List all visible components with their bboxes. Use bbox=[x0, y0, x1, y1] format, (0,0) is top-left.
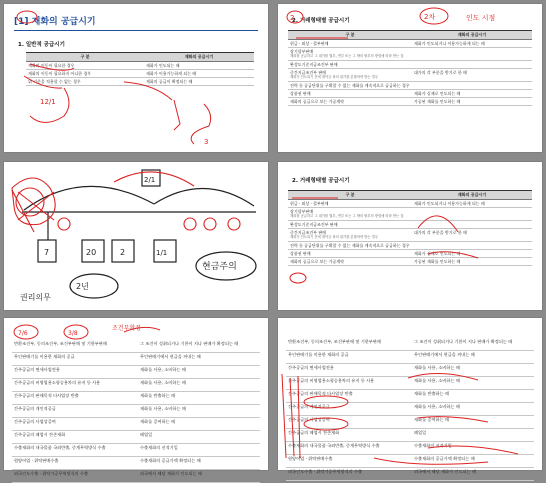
row-value: 재화를 반출하는 때 bbox=[138, 392, 260, 405]
table-row bbox=[12, 366, 260, 379]
table-row: 상품권 판매 재화가 실제로 인도되는 때 bbox=[288, 90, 532, 98]
row-label: 반환조건부, 동의조건부, 조건부판매 및 기한부판매 bbox=[12, 340, 138, 353]
row-label: 간주공급의 사업상증여 bbox=[286, 416, 412, 429]
table-row: 전력 등 공급단위를 구획할 수 없는 재화를 계속적으로 공급하는 경우 bbox=[288, 242, 532, 250]
row-value: 재화를 사용, 소비하는 때 bbox=[412, 403, 534, 416]
svg-text:2년: 2년 bbox=[76, 282, 89, 291]
svg-text:2차: 2차 bbox=[424, 13, 436, 21]
row-value: 그 조건이 성취되거나 기한이 지나 판매가 확정되는 때 bbox=[138, 340, 260, 353]
row-label: 원양어업 · 위탁판매수출 bbox=[286, 455, 412, 468]
column-header: 재화의 공급시기 bbox=[412, 31, 532, 40]
title-rule bbox=[14, 30, 258, 31]
svg-text:2: 2 bbox=[290, 14, 295, 22]
table-row bbox=[12, 431, 260, 444]
column-header: 재화의 공급시기 bbox=[144, 53, 254, 62]
row-value: 수출재화의 공급가액 확정되는 때 bbox=[138, 457, 260, 470]
row-value: 무인판매기에서 현금을 꺼내는 때 bbox=[412, 351, 534, 364]
row-label: 간주공급의 폐업시 잔존재화 bbox=[12, 431, 138, 444]
table-row bbox=[286, 442, 534, 455]
row-label: 외국인도수출 · 위탁가공무역방식의 수출 bbox=[12, 470, 138, 483]
table-row: 현금 · 외상 · 할부판매 재화가 인도되거나 이용가능하게 되는 때 bbox=[288, 200, 532, 208]
row-value: 수출재화의 선적기일 bbox=[412, 442, 534, 455]
table-row bbox=[12, 379, 260, 392]
table-row: 중간지급조건부 판매 재화가 인도되기 전에 계약금 외의 대가를 분할하여 받는 경우 대가의 각 부분을 받기로 한 때 bbox=[288, 229, 532, 242]
row-value: 외국에서 해당 재화가 인도되는 때 bbox=[138, 470, 260, 483]
timeline-sketch bbox=[4, 162, 268, 310]
row-value: 재화를 증여하는 때 bbox=[412, 416, 534, 429]
table-row: 재화의 공급으로 보는 가공계약 가공된 재화를 인도하는 때 bbox=[288, 98, 532, 106]
row-label: 간주공급의 면세사업전용 bbox=[286, 364, 412, 377]
table-row bbox=[286, 416, 534, 429]
table-row: 현금 · 외상 · 할부판매 재화가 인도되거나 이용가능하게 되는 때 bbox=[288, 40, 532, 48]
table-row bbox=[12, 470, 260, 483]
svg-text:조건부확정: 조건부확정 bbox=[112, 325, 141, 332]
note-text: 3 bbox=[204, 138, 209, 146]
row-value: 그 조건이 성취되거나 기한이 지나 판매가 확정되는 때 bbox=[412, 338, 534, 351]
transaction-type-table bbox=[288, 30, 532, 106]
table-row bbox=[286, 338, 534, 351]
svg-text:7: 7 bbox=[44, 248, 50, 257]
table-row bbox=[12, 392, 260, 405]
slide-page-4[interactable] bbox=[278, 162, 542, 310]
row-label: 간주공급의 개인적공급 bbox=[286, 403, 412, 416]
column-header: 구 분 bbox=[288, 31, 412, 40]
table-row bbox=[12, 353, 260, 366]
table-row: 재화의 공급으로 보는 가공계약 가공된 재화를 인도하는 때 bbox=[288, 258, 532, 266]
row-label: 간주공급의 폐업시 잔존재화 bbox=[286, 429, 412, 442]
row-label: 외국인도수출 · 위탁가공무역방식의 수출 bbox=[286, 468, 412, 481]
table-row bbox=[12, 340, 260, 353]
row-label: 간주공급의 판매목적 타사업장 반출 bbox=[286, 390, 412, 403]
row-value: 재화를 사용, 소비하는 때 bbox=[138, 405, 260, 418]
table-row: 재화의 이동이 필요하지 아니한 경우 재화가 이용가능하게 되는 때 bbox=[26, 70, 254, 78]
table-row bbox=[12, 444, 260, 457]
row-value: 재화를 사용, 소비하는 때 bbox=[412, 364, 534, 377]
row-label: 무인판매기를 이용한 재화의 공급 bbox=[12, 353, 138, 366]
row-value: 재화를 사용, 소비하는 때 bbox=[412, 377, 534, 390]
section-subtitle: 2. 거래형태별 공급시기 bbox=[292, 18, 350, 24]
table-row bbox=[286, 390, 534, 403]
row-value: 폐업일 bbox=[412, 429, 534, 442]
slide-page-6[interactable] bbox=[278, 318, 542, 474]
supply-time-table bbox=[26, 52, 254, 86]
svg-text:3/8: 3/8 bbox=[68, 330, 78, 337]
special-supply-time-table bbox=[12, 340, 260, 483]
row-value: 재화를 사용, 소비하는 때 bbox=[138, 379, 260, 392]
row-label: 원양어업 · 위탁판매수출 bbox=[12, 457, 138, 470]
table-row: 완성도기준지급조건부 판매 bbox=[288, 61, 532, 69]
table-row bbox=[286, 351, 534, 364]
table-row: 완성도기준지급조건부 판매 bbox=[288, 221, 532, 229]
table-row bbox=[286, 377, 534, 390]
table-row bbox=[286, 429, 534, 442]
svg-text:현금주의: 현금주의 bbox=[202, 262, 237, 272]
table-row bbox=[286, 468, 534, 481]
row-value: 수출재화의 선적기일 bbox=[138, 444, 260, 457]
section-subtitle: 2. 거래형태별 공급시기 bbox=[292, 178, 350, 184]
row-label: 수출재화의 내국물품 국외반출, 중계무역방식 수출 bbox=[286, 442, 412, 455]
table-row bbox=[12, 405, 260, 418]
note-text: 12/1 bbox=[40, 98, 56, 106]
row-value: 무인판매기에서 현금을 꺼내는 때 bbox=[138, 353, 260, 366]
row-value: 재화를 반출하는 때 bbox=[412, 390, 534, 403]
table-row bbox=[12, 418, 260, 431]
slide-page-1[interactable] bbox=[4, 4, 268, 152]
table-row: 전력 등 공급단위를 구획할 수 없는 재화를 계속적으로 공급하는 경우 bbox=[288, 82, 532, 90]
column-header: 구 분 bbox=[26, 53, 144, 62]
table-row: 위 기준을 적용할 수 없는 경우 재화의 공급이 확정되는 때 bbox=[26, 78, 254, 86]
row-label: 수출재화의 내국물품 국외반출, 중계무역방식 수출 bbox=[12, 444, 138, 457]
row-value: 재화를 사용, 소비하는 때 bbox=[138, 366, 260, 379]
row-value: 재화를 증여하는 때 bbox=[138, 418, 260, 431]
svg-text:1/1: 1/1 bbox=[156, 249, 168, 257]
row-label: 간주공급의 사업상증여 bbox=[12, 418, 138, 431]
table-row bbox=[12, 457, 260, 470]
row-label: 간주공급의 판매목적 타사업장 반출 bbox=[12, 392, 138, 405]
table-row bbox=[286, 364, 534, 377]
row-value: 외국에서 해당 재화가 인도되는 때 bbox=[412, 468, 534, 481]
section-subtitle: 1. 일반적 공급시기 bbox=[18, 42, 65, 48]
table-row: 장기할부판매 재화를 공급하고 그 대가를 월부, 연부 또는 그 밖의 할부의 방법에 따라 받는 것 bbox=[288, 48, 532, 61]
slide-page-2[interactable] bbox=[278, 4, 542, 152]
row-label: 간주공급의 개인적공급 bbox=[12, 405, 138, 418]
transaction-type-table bbox=[288, 190, 532, 266]
row-value: 수출재화의 공급가액 확정되는 때 bbox=[412, 455, 534, 468]
svg-text:권리의무: 권리의무 bbox=[20, 293, 51, 302]
column-header: 구 분 bbox=[288, 191, 412, 200]
row-label: 간주공급의 면세사업전용 bbox=[12, 366, 138, 379]
table-row: 중간지급조건부 판매 재화가 인도되기 전에 계약금 외의 대가를 분할하여 받는 경우 대가의 각 부분을 받기로 한 때 bbox=[288, 69, 532, 82]
page-title: [1] 재화의 공급시기 bbox=[14, 17, 96, 27]
svg-text:20: 20 bbox=[86, 248, 97, 257]
row-label: 반환조건부, 동의조건부, 조건부판매 및 기한부판매 bbox=[286, 338, 412, 351]
column-header: 재화의 공급시기 bbox=[412, 191, 532, 200]
table-row: 상품권 판매 재화가 실제로 인도되는 때 bbox=[288, 250, 532, 258]
sketch-page[interactable] bbox=[4, 162, 268, 310]
svg-text:인도 시점: 인도 시점 bbox=[466, 14, 496, 22]
row-label: 무인판매기를 이용한 재화의 공급 bbox=[286, 351, 412, 364]
table-row: 장기할부판매 재화를 공급하고 그 대가를 월부, 연부 또는 그 밖의 할부의 방법에 따라 받는 것 bbox=[288, 208, 532, 221]
svg-text:2/1: 2/1 bbox=[144, 176, 156, 184]
svg-text:2: 2 bbox=[120, 248, 126, 257]
row-value: 폐업일 bbox=[138, 431, 260, 444]
row-label: 간주공급의 비영업용소형승용차의 유지 등 사용 bbox=[286, 377, 412, 390]
table-row: 재화의 이동이 필요한 경우 재화가 인도되는 때 bbox=[26, 62, 254, 70]
slide-page-5[interactable] bbox=[4, 318, 268, 476]
table-row bbox=[286, 455, 534, 468]
table-row bbox=[286, 403, 534, 416]
row-label: 간주공급의 비영업용소형승용차의 유지 등 사용 bbox=[12, 379, 138, 392]
special-supply-time-table bbox=[286, 338, 534, 481]
svg-text:7/6: 7/6 bbox=[18, 330, 28, 337]
